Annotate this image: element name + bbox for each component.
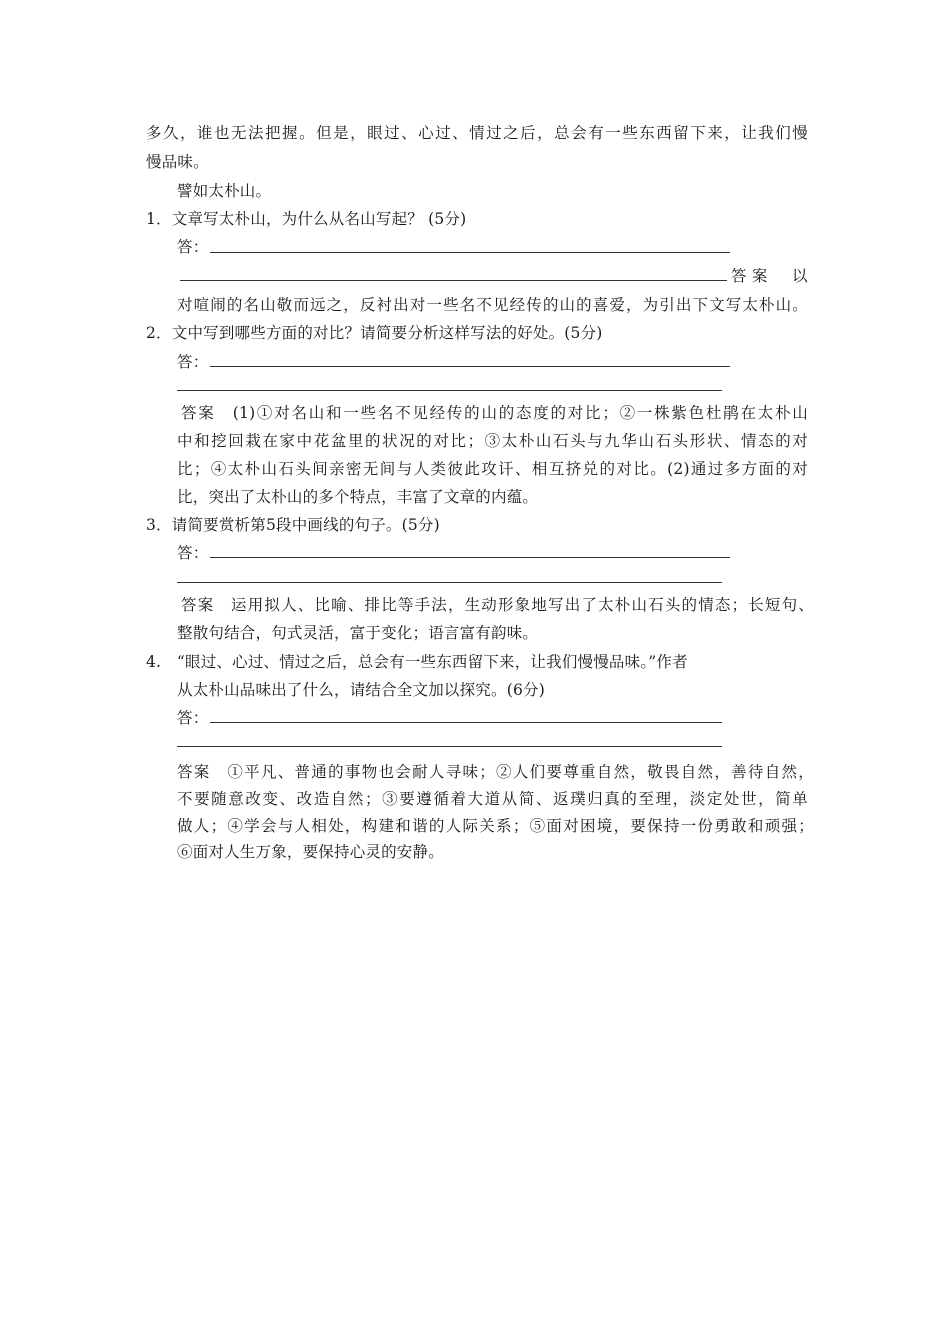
question-2-answer-line-1: 答案 (1)①对名山和一些名不见经传的山的态度的对比；②一株紫色杜鹃在太朴山 [181, 404, 808, 422]
question-4-answer-line-3: 做人；④学会与人相处，构建和谐的人际关系；⑤面对困境，要保持一份勇敢和顽强； [177, 817, 814, 835]
question-2-answer-line-4: 比，突出了太朴山的多个特点，丰富了文章的内蕴。 [177, 488, 539, 506]
question-3-answer-line-2: 整散句结合，句式灵活，富于变化；语言富有韵味。 [177, 624, 539, 642]
intro-line-1: 多久，谁也无法把握。但是，眼过、心过、情过之后，总会有一些东西留下来，让我们慢 [146, 124, 808, 142]
question-3-answer-label: 答： [177, 544, 209, 562]
question-2-answer-rule-2 [177, 390, 722, 391]
question-4-prompt-line-2: 从太朴山品味出了什么，请结合全文加以探究。(6分) [177, 681, 545, 699]
question-2-answer-rule-1 [210, 366, 730, 367]
question-3-answer-line-1: 答案 运用拟人、比喻、排比等手法，生动形象地写出了太朴山石头的情态；长短句、 [181, 596, 814, 614]
intro-line-3: 譬如太朴山。 [177, 182, 272, 200]
question-1-answer-rule-1 [210, 252, 730, 253]
question-4-answer-rule-2 [177, 746, 722, 747]
question-4-answer-line-4: ⑥面对人生万象，要保持心灵的安静。 [177, 843, 444, 861]
question-2-answer-label: 答： [177, 353, 209, 371]
question-1-answer-label: 答： [177, 238, 209, 256]
question-1-answer-head-tail: 以 [792, 267, 808, 285]
question-1-prompt: 1．文章写太朴山，为什么从名山写起？ (5分) [146, 210, 467, 228]
intro-line-2: 慢品味。 [146, 153, 209, 171]
question-3-answer-rule-2 [177, 582, 722, 583]
question-2-prompt: 2．文中写到哪些方面的对比？请简要分析这样写法的好处。(5分) [146, 324, 603, 342]
question-1-answer-head: 答 案 [731, 267, 768, 285]
question-2-answer-line-3: 比；④太朴山石头间亲密无间与人类彼此攻讦、相互挤兑的对比。(2)通过多方面的对 [177, 460, 808, 478]
question-4-answer-line-1: 答案 ①平凡、普通的事物也会耐人寻味；②人们要尊重自然，敬畏自然，善待自然， [177, 763, 814, 781]
question-4-answer-label: 答： [177, 709, 209, 727]
question-2-answer-line-2: 中和挖回栽在家中花盆里的状况的对比；③太朴山石头与九华山石头形状、情态的对 [177, 432, 808, 450]
question-3-answer-rule-1 [210, 557, 730, 558]
question-1-answer-rule-2 [180, 280, 727, 281]
question-4-answer-rule-1 [210, 722, 722, 723]
question-1-answer-line-1: 对喧闹的名山敬而远之，反衬出对一些名不见经传的山的喜爱，为引出下文写太朴山。 [177, 296, 808, 314]
question-4-prompt: 4. “眼过、心过、情过之后，总会有一些东西留下来，让我们慢慢品味。”作者 [146, 653, 688, 671]
question-3-prompt: 3．请简要赏析第5段中画线的句子。(5分) [146, 516, 440, 534]
question-4-answer-line-2: 不要随意改变、改造自然；③要遵循着大道从简、返璞归真的至理，淡定处世，简单 [177, 790, 808, 808]
